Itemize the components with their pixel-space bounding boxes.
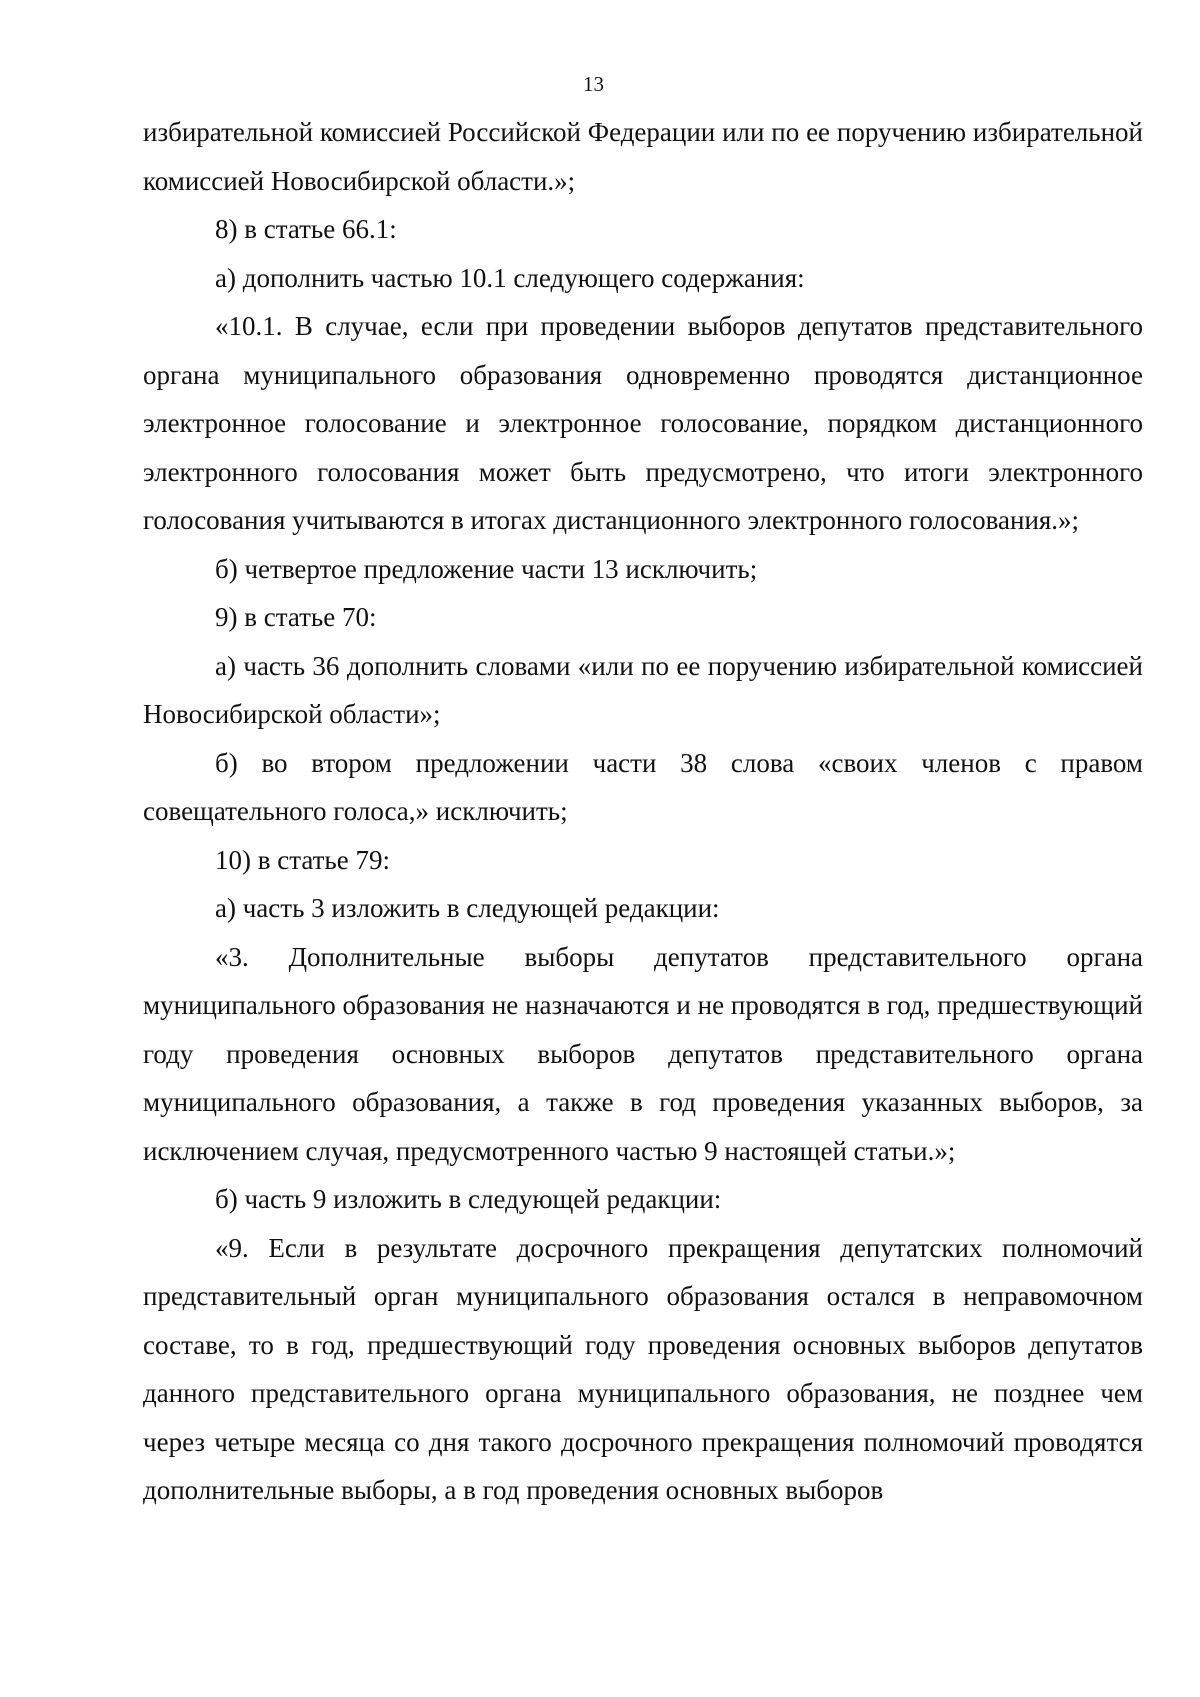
paragraph-continuation: избирательной комиссией Российской Федерации или по ее поручению избирательной комиссией Новосибирской области.»; — [143, 117, 1143, 196]
paragraph-quote-9: «9. Если в результате досрочного прекращения депутатских полномочий представительный орган муниципального образования остался в неправомочном составе, то в год, предшествующий году проведения основных выборов депутатов данного представительного органа муниципального образования, не позднее чем через четыре месяца со дня такого досрочного прекращения полномочий проводятся дополнительные выборы, а в год проведения основных выборов — [143, 1232, 1143, 1505]
paragraph-item-9: 9) в статье 70: — [215, 602, 377, 632]
paragraph-item-8: 8) в статье 66.1: — [215, 214, 397, 244]
paragraph-subitem-a: а) часть 3 изложить в следующей редакции: — [215, 893, 720, 923]
paragraph-subitem-b: б) часть 9 изложить в следующей редакции: — [215, 1184, 722, 1214]
paragraph-item-10: 10) в статье 79: — [215, 844, 390, 875]
paragraph-quote-3: «3. Дополнительные выборы депутатов представительного органа муниципального образования не назначаются и не проводятся в год, предшествующий году проведения основных выборов депутатов представительного органа муниципального образования, а также в год проведения указанных выборов, за исключением случая, предусмотренного частью 9 настоящей статьи.»; — [143, 941, 1143, 1166]
document-body — [143, 108, 1143, 1515]
paragraph-quote-10-1: «10.1. В случае, если при проведении выборов депутатов представительного органа муниципального образования одновременно проводятся дистанционное электронное голосование и электронное голосование, порядком дистанционного электронного голосования может быть предусмотрено, что итоги электронного голосования учитываются в итогах дистанционного электронного голосования.»; — [143, 311, 1143, 535]
paragraph-subitem-b: б) во втором предложении части 38 слова «своих членов с правом совещательного голоса,» исключить; — [143, 747, 1143, 826]
paragraph-subitem-a: а) дополнить частью 10.1 следующего содержания: — [215, 262, 805, 293]
paragraph-subitem-a: а) часть 36 дополнить словами «или по ее поручению избирательной комиссией Новосибирской области»; — [143, 650, 1143, 729]
page-number: 13 — [583, 72, 604, 96]
paragraph-subitem-b: б) четвертое предложение части 13 исключить; — [215, 553, 758, 584]
